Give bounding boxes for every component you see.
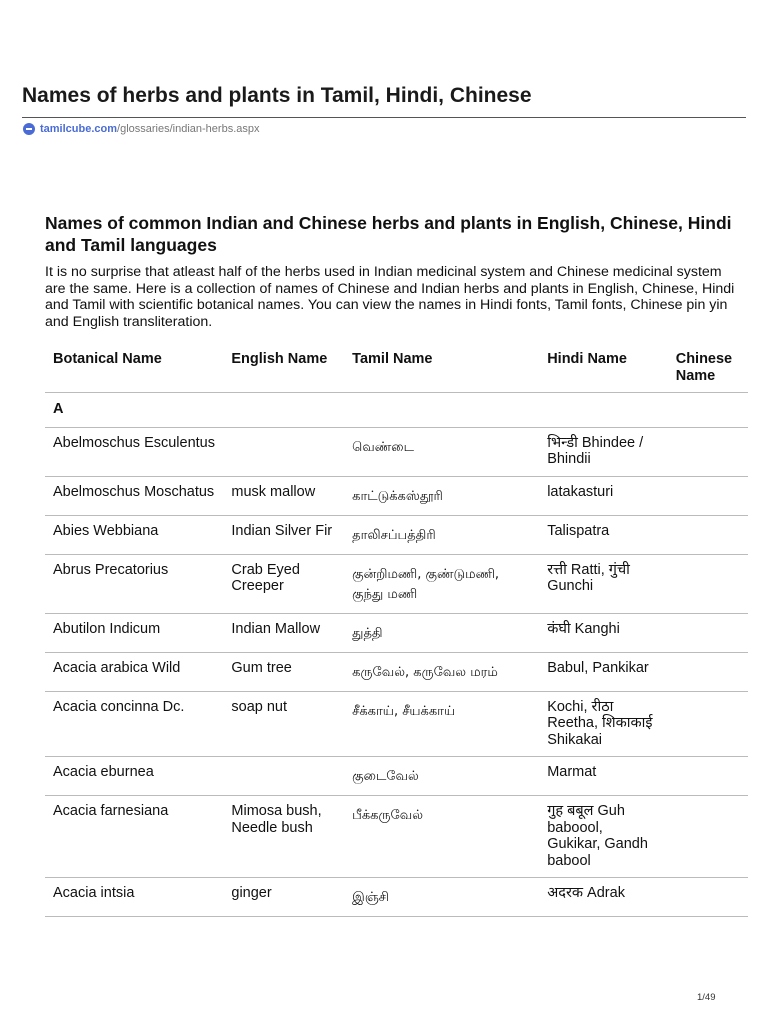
tamil-name-cell: பீக்கருவேல் xyxy=(344,796,539,878)
english-name-cell: ginger xyxy=(223,878,344,917)
botanical-name-cell: Acacia farnesiana xyxy=(45,796,223,878)
hindi-name-cell: भिन्डी Bhindee / Bhindii xyxy=(539,427,668,476)
english-name-cell: Indian Mallow xyxy=(223,613,344,652)
chinese-name-cell xyxy=(668,691,748,757)
hindi-name-cell: रत्ती Ratti, गुंची Gunchi xyxy=(539,554,668,613)
english-name-cell: Gum tree xyxy=(223,652,344,691)
english-name-cell xyxy=(223,757,344,796)
botanical-name-cell: Abelmoschus Esculentus xyxy=(45,427,223,476)
tamil-name-cell: குடைவேல் xyxy=(344,757,539,796)
hindi-name-cell: गुह बबूल Guh baboool, Gukikar, Gandh babool xyxy=(539,796,668,878)
chinese-name-cell xyxy=(668,515,748,554)
botanical-name-cell: Abies Webbiana xyxy=(45,515,223,554)
botanical-name-cell: Acacia arabica Wild xyxy=(45,652,223,691)
tamil-name-cell: தாலிசப்பத்திரி xyxy=(344,515,539,554)
english-name-cell: Indian Silver Fir xyxy=(223,515,344,554)
tamil-name-cell: குன்றிமணி, குண்டுமணி, குந்து மணி xyxy=(344,554,539,613)
title-divider xyxy=(22,117,746,118)
chinese-name-cell xyxy=(668,878,748,917)
botanical-name-cell: Abutilon Indicum xyxy=(45,613,223,652)
table-row xyxy=(45,878,748,917)
page-number: 1/49 xyxy=(697,992,716,1003)
english-name-cell: soap nut xyxy=(223,691,344,757)
english-name-cell xyxy=(223,427,344,476)
source-path: /glossaries/indian-herbs.aspx xyxy=(117,123,260,135)
table-row xyxy=(45,796,748,878)
chinese-name-cell xyxy=(668,757,748,796)
tamil-name-cell: சீக்காய், சீயக்காய் xyxy=(344,691,539,757)
table-row xyxy=(45,554,748,613)
table-row xyxy=(45,427,748,476)
header-hindi-name: Hindi Name xyxy=(539,340,668,393)
source-host: tamilcube.com xyxy=(40,123,118,135)
tamil-name-cell: வெண்டை xyxy=(344,427,539,476)
intro-paragraph: It is no surprise that atleast half of the herbs used in Indian medicinal system and Chinese medicinal system are the same. Here is a collection of names of Chinese and Indian herbs and plants in English, Chinese, Hindi and Tamil with scientific botanical names. You can view the names in Hindi fonts, Tamil fonts, Chinese pin yin and English transliteration. xyxy=(45,264,735,330)
header-english-name: English Name xyxy=(223,340,344,393)
hindi-name-cell: Kochi, रीठा Reetha, शिकाकाई Shikakai xyxy=(539,691,668,757)
tamil-name-cell: துத்தி xyxy=(344,613,539,652)
header-tamil-name: Tamil Name xyxy=(344,340,539,393)
table-row xyxy=(45,691,748,757)
english-name-cell: Mimosa bush, Needle bush xyxy=(223,796,344,878)
chinese-name-cell xyxy=(668,427,748,476)
table-row xyxy=(45,613,748,652)
english-name-cell: Crab Eyed Creeper xyxy=(223,554,344,613)
hindi-name-cell: अदरक Adrak xyxy=(539,878,668,917)
chinese-name-cell xyxy=(668,613,748,652)
table-row xyxy=(45,652,748,691)
letter-section-row xyxy=(45,393,748,428)
botanical-name-cell: Acacia eburnea xyxy=(45,757,223,796)
page-title: Names of herbs and plants in Tamil, Hindi, Chinese xyxy=(22,84,532,107)
botanical-name-cell: Abrus Precatorius xyxy=(45,554,223,613)
section-heading: Names of common Indian and Chinese herbs and plants in English, Chinese, Hindi and Tamil languages xyxy=(45,213,732,255)
chinese-name-cell xyxy=(668,554,748,613)
source-link[interactable] xyxy=(23,123,260,135)
tamil-name-cell: காட்டுக்கஸ்தூரி xyxy=(344,476,539,515)
chinese-name-cell xyxy=(668,796,748,878)
table-row xyxy=(45,515,748,554)
chinese-name-cell xyxy=(668,652,748,691)
table-row xyxy=(45,757,748,796)
header-botanical-name: Botanical Name xyxy=(45,340,223,393)
hindi-name-cell: Talispatra xyxy=(539,515,668,554)
tamil-name-cell: கருவேல், கருவேல மரம் xyxy=(344,652,539,691)
tamil-name-cell: இஞ்சி xyxy=(344,878,539,917)
section-letter: A xyxy=(45,393,223,428)
botanical-name-cell: Abelmoschus Moschatus xyxy=(45,476,223,515)
hindi-name-cell: Babul, Pankikar xyxy=(539,652,668,691)
header-chinese-name: Chinese Name xyxy=(668,340,748,393)
hindi-name-cell: Marmat xyxy=(539,757,668,796)
chinese-name-cell xyxy=(668,476,748,515)
hindi-name-cell: कंघी Kanghi xyxy=(539,613,668,652)
botanical-name-cell: Acacia intsia xyxy=(45,878,223,917)
site-logo-icon xyxy=(23,123,35,135)
english-name-cell: musk mallow xyxy=(223,476,344,515)
herb-names-table xyxy=(45,340,748,917)
hindi-name-cell: latakasturi xyxy=(539,476,668,515)
table-row xyxy=(45,476,748,515)
table-header-row xyxy=(45,340,748,393)
botanical-name-cell: Acacia concinna Dc. xyxy=(45,691,223,757)
